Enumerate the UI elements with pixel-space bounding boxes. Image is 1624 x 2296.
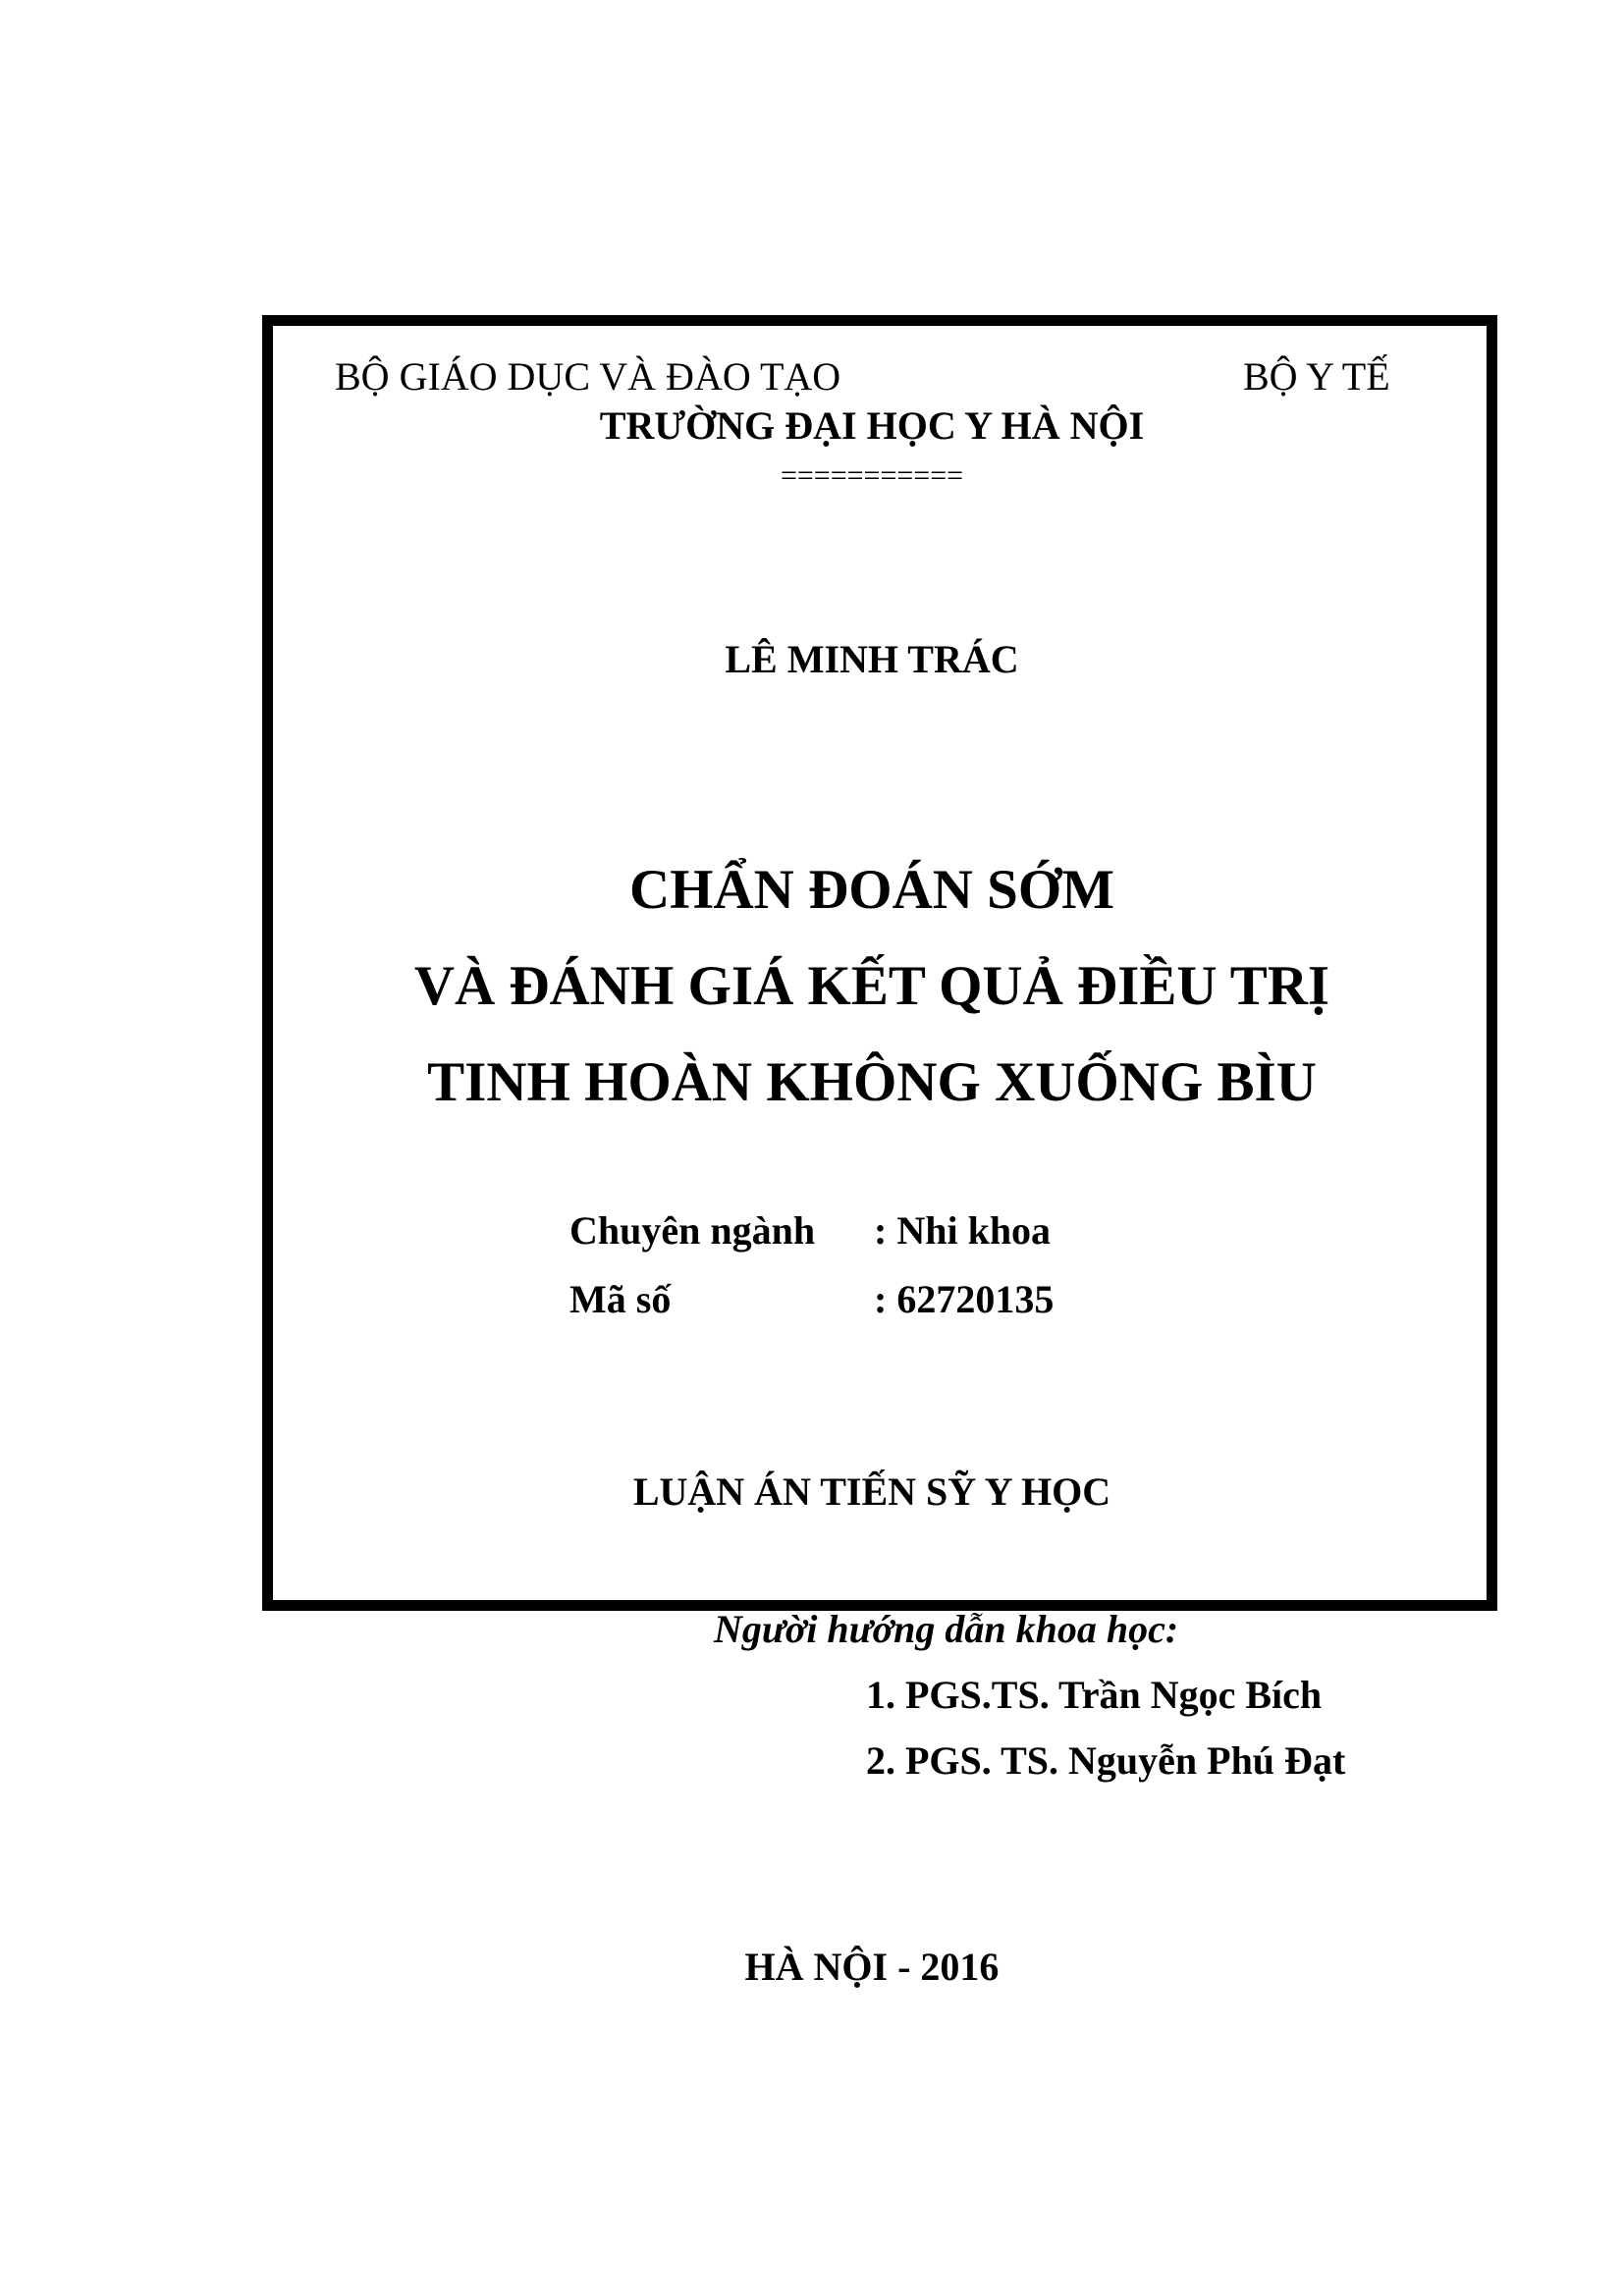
thesis-title-line-3: TINH HOÀN KHÔNG XUỐNG BÌU	[427, 1051, 1317, 1113]
thesis-title-line-1: CHẨN ĐOÁN SỚM	[629, 859, 1114, 921]
specialty-label: Chuyên ngành	[569, 1208, 816, 1253]
author-name: LÊ MINH TRÁC	[725, 637, 1019, 681]
place-and-year: HÀ NỘI - 2016	[744, 1945, 1000, 1989]
specialty-value: : Nhi khoa	[874, 1208, 1052, 1253]
degree-type: LUẬN ÁN TIẾN SỸ Y HỌC	[632, 1469, 1111, 1514]
university-name: TRƯỜNG ĐẠI HỌC Y HÀ NỘI	[599, 403, 1145, 448]
ministry-education-label: BỘ GIÁO DỤC VÀ ĐÀO TẠO	[335, 354, 841, 399]
advisor-item: 1. PGS.TS. Trần Ngọc Bích	[866, 1673, 1323, 1717]
thesis-title-line-2: VÀ ĐÁNH GIÁ KẾT QUẢ ĐIỀU TRỊ	[413, 955, 1330, 1017]
header-divider: ===========	[780, 459, 964, 492]
advisor-item: 2. PGS. TS. Nguyễn Phú Đạt	[866, 1738, 1346, 1783]
code-label: Mã số	[569, 1277, 672, 1321]
advisors-heading: Người hướng dẫn khoa học:	[714, 1607, 1179, 1651]
code-value: : 62720135	[874, 1277, 1055, 1321]
ministry-health-label: BỘ Y TẾ	[1243, 354, 1390, 399]
